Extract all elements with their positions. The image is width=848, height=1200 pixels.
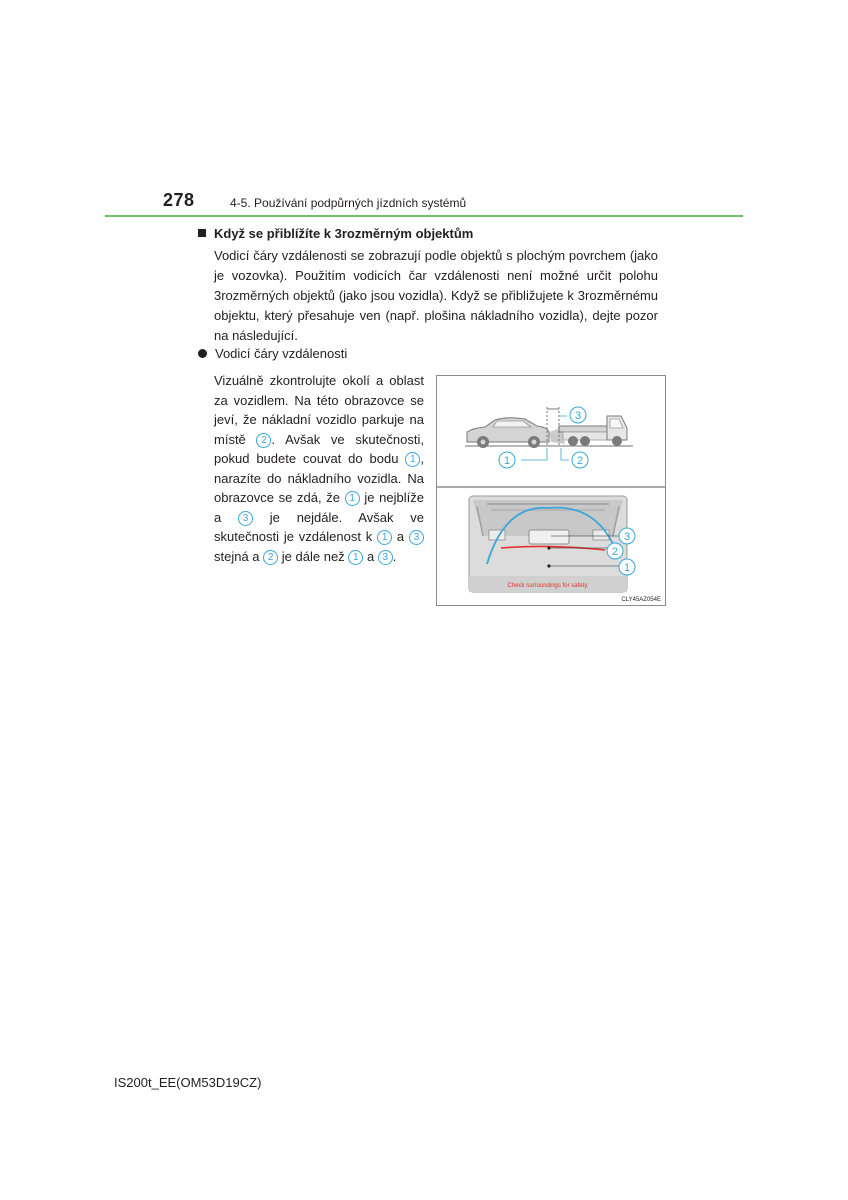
page-number: 278: [163, 190, 195, 210]
marker-3-label: 3: [574, 410, 582, 422]
illustration-figure: [436, 375, 666, 606]
round-bullet-icon: [198, 349, 207, 358]
text-part: a: [366, 548, 375, 564]
text-part: .: [392, 548, 397, 564]
bullet-item: [198, 346, 347, 361]
text-part: Vizuálně zkontrolujte okolí a oblast za vozidlem. Na této obrazovce se jeví, že nákladní vozidlo parkuje na místě: [214, 373, 424, 447]
marker-1: 1: [345, 491, 360, 506]
subheading-text: Když se přiblížíte k 3rozměrným objektům: [214, 226, 474, 241]
marker-2: 2: [263, 550, 278, 565]
body-paragraph: Vodicí čáry vzdálenosti se zobrazují podle objektů s plochým povrchem (jako je vozovka). Použitím vodicích čar vzdálenosti není možné určit polohu 3rozměrných objektů (jako jsou vozidla). Když se přibližujete k 3rozměrnému objektu, který přesahuje ven (např. plošina nákladního vozidla), dejte pozor na následující.: [214, 248, 658, 343]
bullet-text: Vodicí čáry vzdálenosti: [215, 346, 348, 361]
text-part: stejná a: [214, 548, 260, 564]
marker-2: 2: [256, 433, 271, 448]
marker-3: 3: [409, 530, 424, 545]
marker-3: 3: [378, 550, 393, 565]
marker-3-label: 3: [623, 531, 631, 543]
text-part: . Avšak ve skutečnosti, pokud budete couvat do bodu: [214, 431, 424, 466]
marker-2-label: 2: [576, 455, 584, 467]
figure-explanation: [214, 371, 424, 566]
screen-caption: Check surroundings for safety.: [507, 583, 589, 589]
illustration-svg: [437, 376, 665, 605]
text-part: je dále než: [281, 548, 345, 564]
footer-code: IS200t_EE(OM53D19CZ): [114, 1075, 262, 1090]
side-view: [465, 407, 633, 460]
marker-1: 1: [348, 550, 363, 565]
marker-2-label: 2: [611, 546, 619, 558]
text-part: je nejdále. Avšak ve skutečnosti je vzdálenost k: [214, 509, 424, 544]
text-part: , narazíte do nákladního vozidla. Na obrazovce se zdá, že: [214, 451, 424, 505]
text-part: a: [396, 529, 405, 544]
marker-1-label: 1: [503, 455, 511, 467]
subheading: [198, 226, 473, 241]
square-bullet-icon: [198, 229, 206, 237]
marker-1: 1: [405, 452, 420, 467]
section-title: 4-5. Používání podpůrných jízdních systémů: [230, 196, 467, 210]
header-rule: [105, 215, 743, 217]
text-part: je nejblíže a: [214, 490, 424, 525]
marker-1-label: 1: [623, 562, 631, 574]
marker-3: 3: [238, 511, 253, 526]
marker-1: 1: [377, 530, 392, 545]
figure-code: CLY45AZ054E: [621, 597, 661, 603]
camera-screen: [469, 496, 627, 592]
